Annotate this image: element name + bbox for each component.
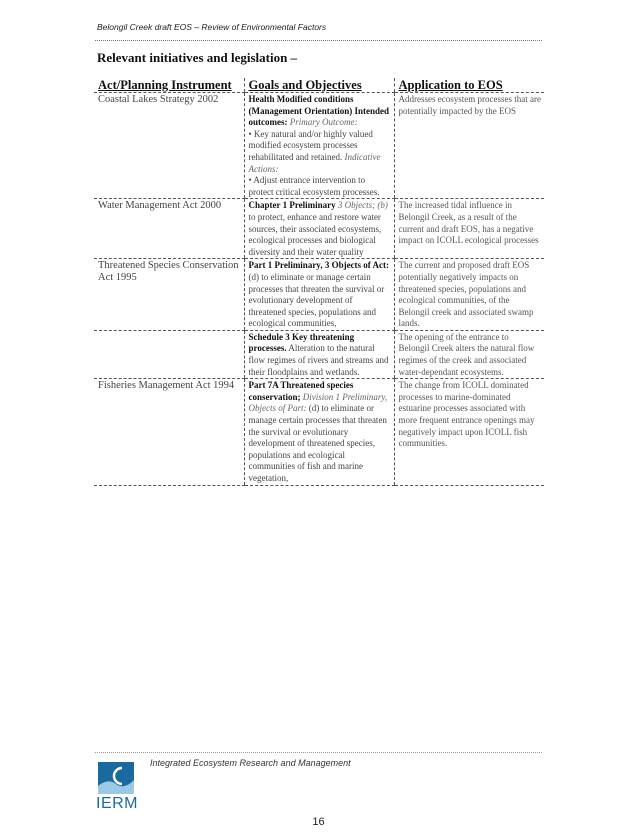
table-row: [94, 199, 544, 259]
page-number: 16: [312, 816, 325, 828]
instrument-cell: Water Management Act 2000: [94, 199, 244, 259]
table-row: [94, 330, 544, 378]
column-header-instrument: Act/Planning Instrument: [94, 78, 244, 93]
application-cell: The current and proposed draft EOS potentially negatively impacts on threatened species, populations and ecological communities, of the Belongil creek and associated swamp lands.: [394, 259, 544, 331]
table-header-row: [94, 78, 544, 93]
goal-text-segment: Health Modified conditions (Management Orientation) Intended outcomes:: [248, 94, 389, 128]
footer-organisation: Integrated Ecosystem Research and Management: [150, 758, 351, 768]
application-cell: The increased tidal influence in Belongil Creek, as a result of the current and draft EOS, has a negative impact on ICOLL ecological processes: [394, 199, 544, 259]
goal-text-segment: Alteration to the natural flow regimes of rivers and streams and their floodplains and wetlands.: [248, 343, 389, 377]
instrument-cell: Fisheries Management Act 1994: [94, 379, 244, 485]
goal-text-segment: (d) to eliminate or manage certain processes that threaten the survival or evolutionary development of threatened species, populations and ecological communities of fish and marine vegetation,: [248, 403, 387, 483]
running-header: Belongil Creek draft EOS – Review of Environmental Factors: [97, 22, 327, 32]
ierm-logo-mark: [92, 760, 144, 800]
goals-cell: [244, 259, 394, 331]
application-cell: Addresses ecosystem processes that are potentially impacted by the EOS: [394, 93, 544, 199]
table-row: [94, 259, 544, 331]
footer-divider: [95, 752, 542, 753]
column-header-application: Application to EOS: [394, 78, 544, 93]
table-body: [94, 93, 544, 486]
section-heading: Relevant initiatives and legislation –: [97, 50, 298, 65]
header-divider: [95, 40, 542, 41]
goal-text-segment: Chapter 1 Preliminary: [248, 200, 336, 211]
application-cell: The opening of the entrance to Belongil Creek alters the natural flow regimes of the creek and associated water-dependant ecosystems.: [394, 330, 544, 378]
goal-text-segment: Primary Outcome:: [289, 117, 358, 128]
goal-text-segment: Indicative Actions:: [248, 151, 381, 174]
goal-text-segment: • Key natural and/or highly valued modified ecosystem processes rehabilitated and retained.: [248, 128, 373, 162]
instrument-cell: Coastal Lakes Strategy 2002: [94, 93, 244, 199]
column-header-goals: Goals and Objectives: [244, 78, 394, 93]
instrument-cell: Threatened Species Conservation Act 1995: [94, 259, 244, 331]
goal-text-segment: • Adjust entrance intervention to protect critical ecosystem processes.: [248, 175, 380, 197]
application-cell: The change from ICOLL dominated processes to marine-dominated estuarine processes associated with more frequent entrance openings may negatively impact upon ICOLL fish communities.: [394, 379, 544, 485]
legislation-table: [94, 78, 544, 486]
goal-text-segment: 3 Objects; (b): [337, 200, 388, 211]
goals-cell: [244, 93, 394, 199]
goals-cell: [244, 199, 394, 259]
goal-text-segment: to protect, enhance and restore water sources, their associated ecosystems, ecological processes and biological diversity and their water quality: [248, 211, 382, 257]
goal-text-segment: Schedule 3 Key threatening processes.: [248, 331, 355, 354]
instrument-cell: [94, 330, 244, 378]
goals-cell: [244, 379, 394, 485]
table-row: [94, 93, 544, 199]
ierm-logo-text: IERM: [96, 795, 138, 812]
goal-text-segment: Division 1 Preliminary, Objects of Part:: [248, 391, 388, 414]
goals-cell: [244, 330, 394, 378]
goal-text-segment: Part 1 Preliminary, 3 Objects of Act:: [248, 260, 390, 271]
table-row: [94, 379, 544, 485]
goal-text-segment: (d) to eliminate or manage certain processes that threaten the survival or evolutionary development of threatened species, populations and ecological communities,: [248, 271, 385, 329]
goal-text-segment: Part 7A Threatened species conservation;: [248, 380, 354, 402]
